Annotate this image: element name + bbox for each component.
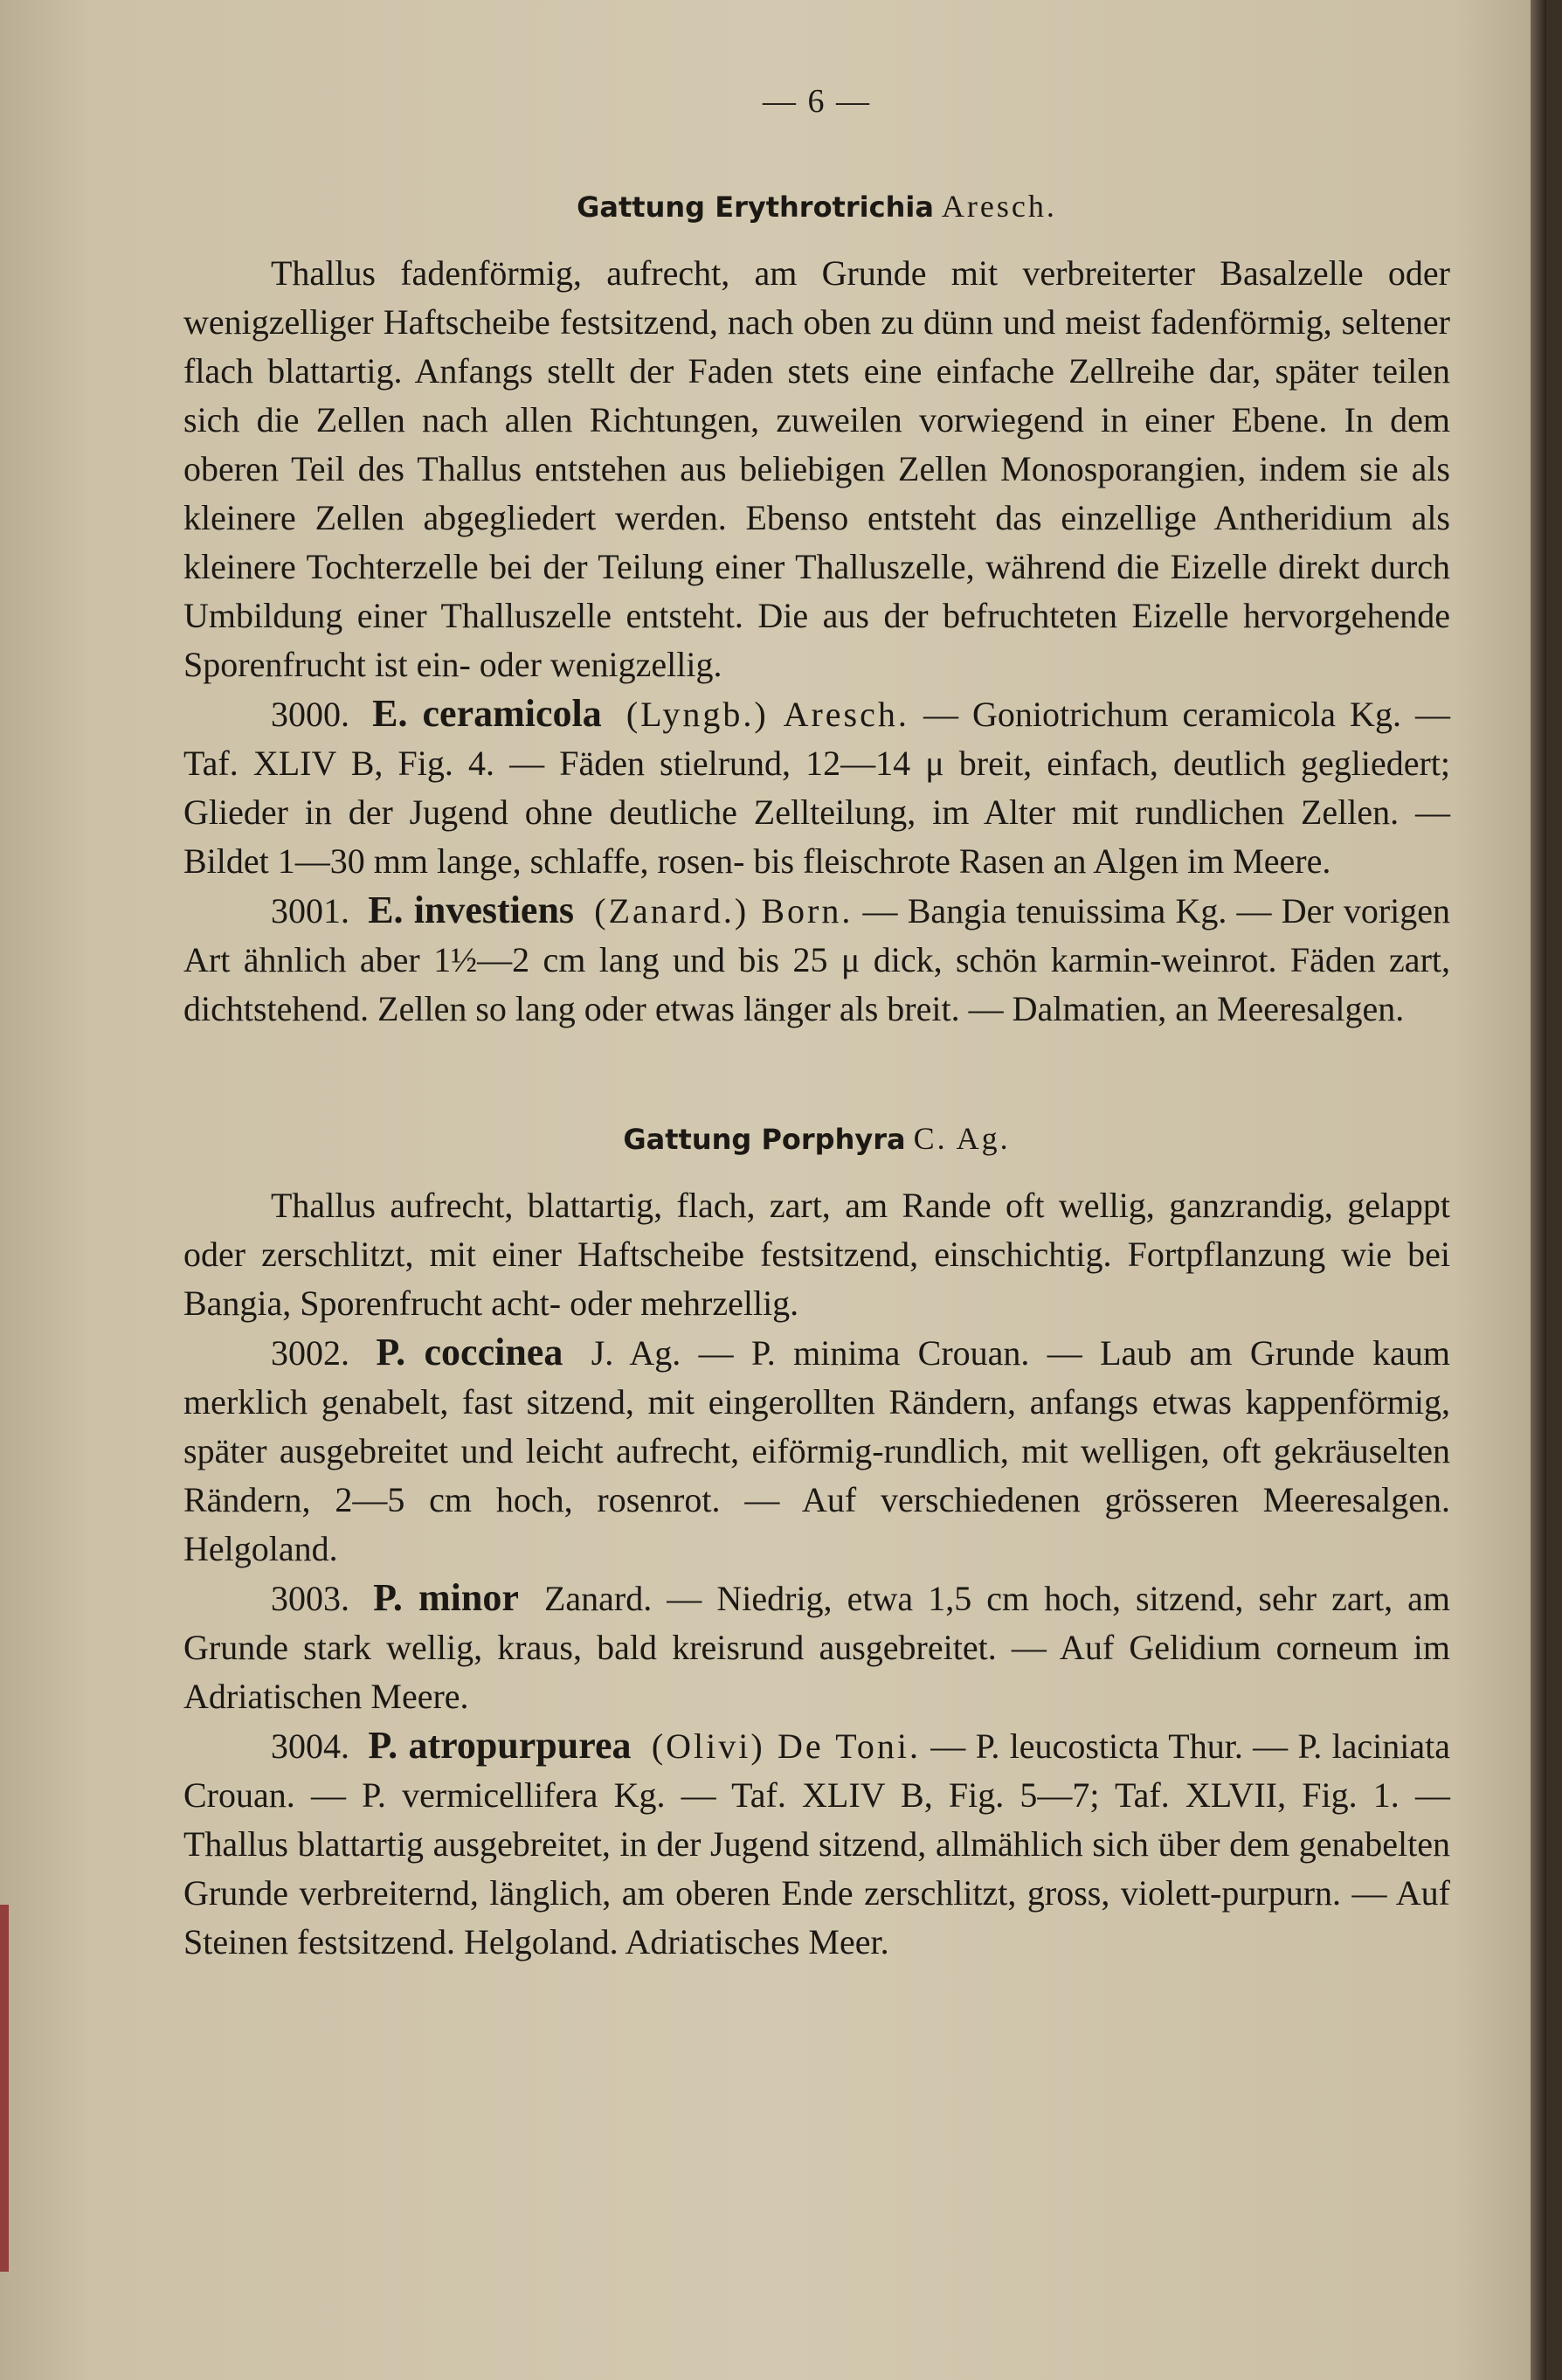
page-text-block xyxy=(183,52,1450,1967)
species-text: — P. minima Crouan. — Laub am Grunde kaum merklich genabelt, fast sitzend, mit eingerollten Rändern, anfangs etwas kappenförmig, später ausgebreitet und leicht aufrecht, eiförmig-rundlich, mit welligen, oft gekräuselten Rändern, 2—5 cm hoch, rosenrot. — Auf verschiedenen grösseren Meeresalgen. Helgoland. xyxy=(183,1333,1451,1568)
species-number: 3002. xyxy=(271,1333,349,1373)
species-text: — Goniotrichum ceramicola Kg. — Taf. XLIV B, Fig. 4. — Fäden stielrund, 12—14 μ breit, einfach, deutlich gegliedert; Glieder in der Jugend ohne deutliche Zellteilung, im Alter mit rundlichen Zellen. — Bildet 1—30 mm lange, schlaffe, rosen- bis fleischrote Rasen an Algen im Meere. xyxy=(183,695,1451,881)
species-author: Zanard. xyxy=(543,1579,653,1618)
species-author: (Zanard.) Born. xyxy=(594,891,854,931)
species-entry-3004 xyxy=(183,1721,1450,1967)
species-author: (Olivi) De Toni. xyxy=(651,1726,921,1766)
species-name: E. ceramicola xyxy=(372,692,602,735)
binding-edge xyxy=(0,1905,9,2272)
genus-author: C. Ag. xyxy=(913,1121,1011,1156)
page-edge-shadow xyxy=(1531,0,1546,2380)
species-entry-3003 xyxy=(183,1574,1450,1721)
species-entry-3002 xyxy=(183,1328,1450,1574)
species-text: — Niedrig, etwa 1,5 cm hoch, sitzend, sehr zart, am Grunde stark wellig, kraus, bald kreisrund ausgebreitet. — Auf Gelidium corneum im Adriatischen Meere. xyxy=(183,1579,1451,1716)
species-number: 3004. xyxy=(271,1726,349,1766)
species-author: (Lyngb.) Aresch. xyxy=(625,695,909,734)
species-name: P. minor xyxy=(373,1576,519,1619)
species-number: 3003. xyxy=(271,1579,349,1618)
species-entry-3001 xyxy=(183,886,1450,1034)
genus-label: Gattung Erythrotrichia xyxy=(577,190,934,224)
genus-author: Aresch. xyxy=(941,189,1057,224)
genus-heading-erythrotrichia xyxy=(183,182,1450,232)
genus-label: Gattung Porphyra xyxy=(623,1123,906,1156)
species-author: J. Ag. xyxy=(591,1333,681,1373)
genus-description: Thallus fadenförmig, aufrecht, am Grunde mit verbreiterter Basalzelle oder wenigzelliger Haftscheibe festsitzend, nach oben zu dünn und meist fadenförmig, seltener flach blattartig. Anfangs stellt der Faden stets eine einfache Zellreihe dar, später teilen sich die Zellen nach allen Richtungen, zuweilen vorwiegend in einer Ebene. In dem oberen Teil des Thallus entstehen aus beliebigen Zellen Monosporangien, indem sie als kleinere Zellen abgegliedert werden. Ebenso entsteht das einzellige Antheridium als kleinere Tochterzelle bei der Teilung einer Thalluszelle, während die Eizelle direkt durch Umbildung einer Thalluszelle entsteht. Die aus der befruchteten Eizelle hervorgehende Sporenfrucht ist ein- oder wenigzellig. xyxy=(183,253,1450,684)
species-name: E. investiens xyxy=(368,889,575,931)
species-number: 3000. xyxy=(271,695,349,734)
genus-heading-porphyra xyxy=(183,1114,1450,1164)
species-name: P. coccinea xyxy=(376,1331,563,1373)
species-entry-3000 xyxy=(183,689,1450,886)
species-text: — P. leucosticta Thur. — P. laciniata Crouan. — P. vermicellifera Kg. — Taf. XLIV B, Fig. 5—7; Taf. XLVII, Fig. 1. — Thallus blattartig ausgebreitet, in der Jugend sitzend, allmählich sich über dem genabelten Grunde verbreiternd, länglich, am oberen Ende zerschlitzt, gross, violett-purpurn. — Auf Steinen festsitzend. Helgoland. Adriatisches Meer. xyxy=(183,1726,1451,1961)
section-gap xyxy=(183,1034,1450,1114)
species-number: 3001. xyxy=(271,891,349,931)
genus-description: Thallus aufrecht, blattartig, flach, zart, am Rande oft wellig, ganzrandig, gelappt oder zerschlitzt, mit einer Haftscheibe festsitzend, einschichtig. Fortpflanzung wie bei Bangia, Sporenfrucht acht- oder mehrzellig. xyxy=(183,1186,1450,1323)
page-number: — 6 — xyxy=(763,83,871,120)
species-text: — Bangia tenuissima Kg. — Der vorigen Art ähnlich aber 1½—2 cm lang und bis 25 μ dick, schön karmin-weinrot. Fäden zart, dichtstehend. Zellen so lang oder etwas länger als breit. — Dalmatien, an Meeresalgen. xyxy=(183,891,1451,1028)
species-name: P. atropurpurea xyxy=(368,1724,632,1767)
